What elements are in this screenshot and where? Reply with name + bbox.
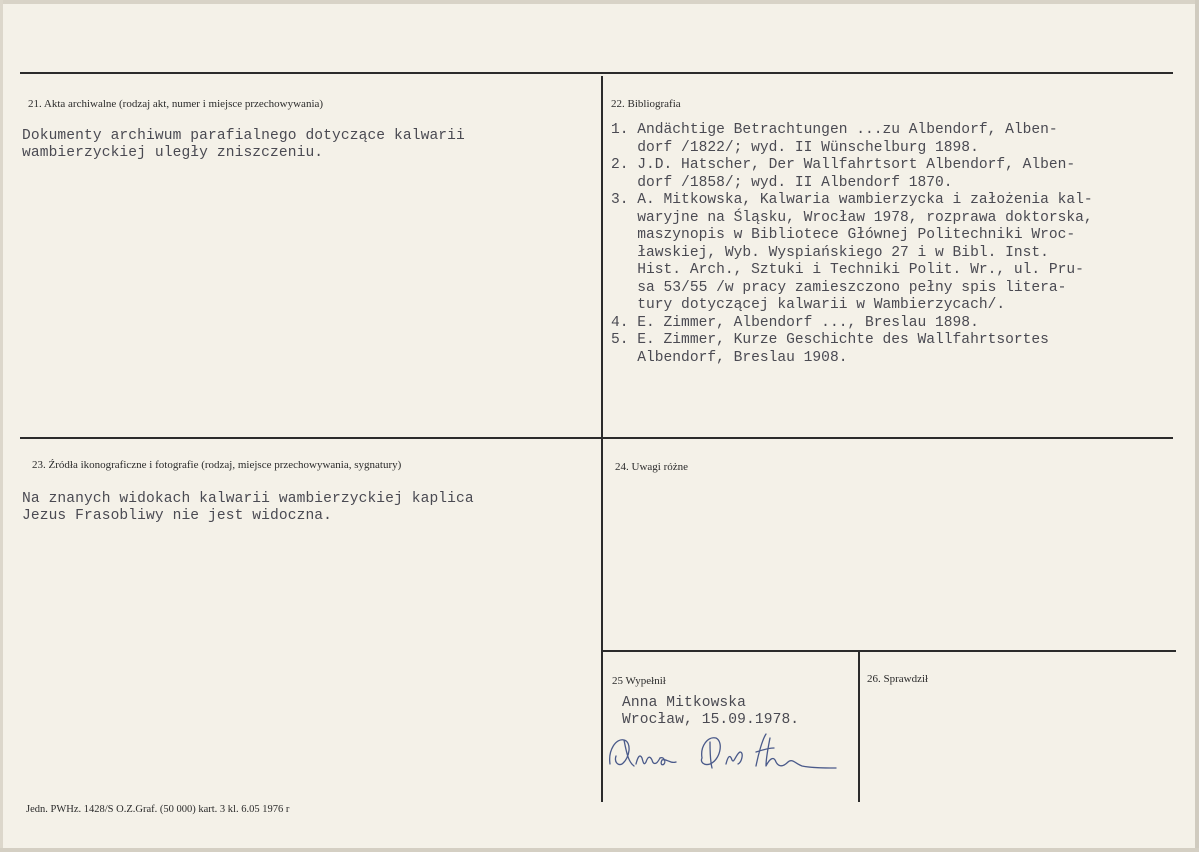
bibliography-line: ławskiej, Wyb. Wyspiańskiego 27 i w Bibl. Inst. (611, 244, 1049, 261)
section-26-label: 26. Sprawdził (867, 673, 929, 685)
section-22-label: 22. Bibliografia (611, 98, 681, 110)
section-23-line-1: Na znanych widokach kalwarii wambierzyckiej kaplica (22, 491, 474, 507)
bibliography-line: Albendorf, Breslau 1908. (611, 349, 848, 366)
bibliography-line: Hist. Arch., Sztuki i Techniki Polit. Wr., ul. Pru- (611, 262, 1084, 278)
bibliography-line: 2. J.D. Hatscher, Der Wallfahrtsort Albendorf, Alben- (611, 157, 1076, 173)
print-footer: Jedn. PWHz. 1428/S O.Z.Graf. (50 000) kart. 3 kl. 6.05 1976 r (26, 804, 290, 815)
section-23-label: 23. Źródła ikonograficzne i fotografie (rodzaj, miejsce przechowywania, sygnatury) (32, 459, 402, 471)
rule-signature-divider (858, 652, 860, 802)
rule-signature-top (603, 650, 1176, 652)
paper-edge-top (0, 0, 1199, 4)
paper-edge-bottom (0, 848, 1199, 852)
bibliography-line: dorf /1822/; wyd. II Wünschelburg 1898. (611, 139, 979, 156)
filled-by-place-date: Wrocław, 15.09.1978. (622, 712, 800, 728)
bibliography-line: 1. Andächtige Betrachtungen ...zu Albendorf, Alben- (611, 122, 1058, 138)
section-21-line-1: Dokumenty archiwum parafialnego dotyczące kalwarii (22, 128, 465, 144)
rule-middle (20, 437, 1173, 439)
bibliography-line: dorf /1858/; wyd. II Albendorf 1870. (611, 174, 953, 191)
section-21-label: 21. Akta archiwalne (rodzaj akt, numer i miejsce przechowywania) (28, 98, 324, 110)
section-23-line-2: Jezus Frasobliwy nie jest widoczna. (22, 508, 333, 524)
bibliography-line: maszynopis w Bibliotece Głównej Politechniki Wroc- (611, 227, 1076, 243)
rule-top (20, 72, 1173, 74)
section-25-label: 25 Wypełnił (612, 675, 666, 687)
rule-middle-vertical (601, 76, 603, 802)
section-24-label: 24. Uwagi różne (615, 461, 689, 473)
bibliography-line: tury dotyczącej kalwarii w Wambierzycach/. (611, 297, 1006, 313)
paper-edge-left (0, 0, 3, 852)
bibliography-list (611, 122, 1093, 367)
bibliography-line: 4. E. Zimmer, Albendorf ..., Breslau 1898. (611, 314, 979, 331)
handwritten-signature (606, 728, 846, 780)
bibliography-line: 5. E. Zimmer, Kurze Geschichte des Wallfahrtsortes (611, 332, 1049, 348)
section-21-line-2: wambierzyckiej uległy zniszczeniu. (22, 145, 324, 161)
paper-edge-right (1195, 0, 1199, 852)
filled-by-name: Anna Mitkowska (622, 695, 747, 711)
bibliography-line: 3. A. Mitkowska, Kalwaria wambierzycka i założenia kal- (611, 192, 1093, 208)
bibliography-line: sa 53/55 /w pracy zamieszczono pełny spis litera- (611, 279, 1067, 296)
bibliography-line: waryjne na Śląsku, Wrocław 1978, rozprawa doktorska, (611, 209, 1093, 226)
